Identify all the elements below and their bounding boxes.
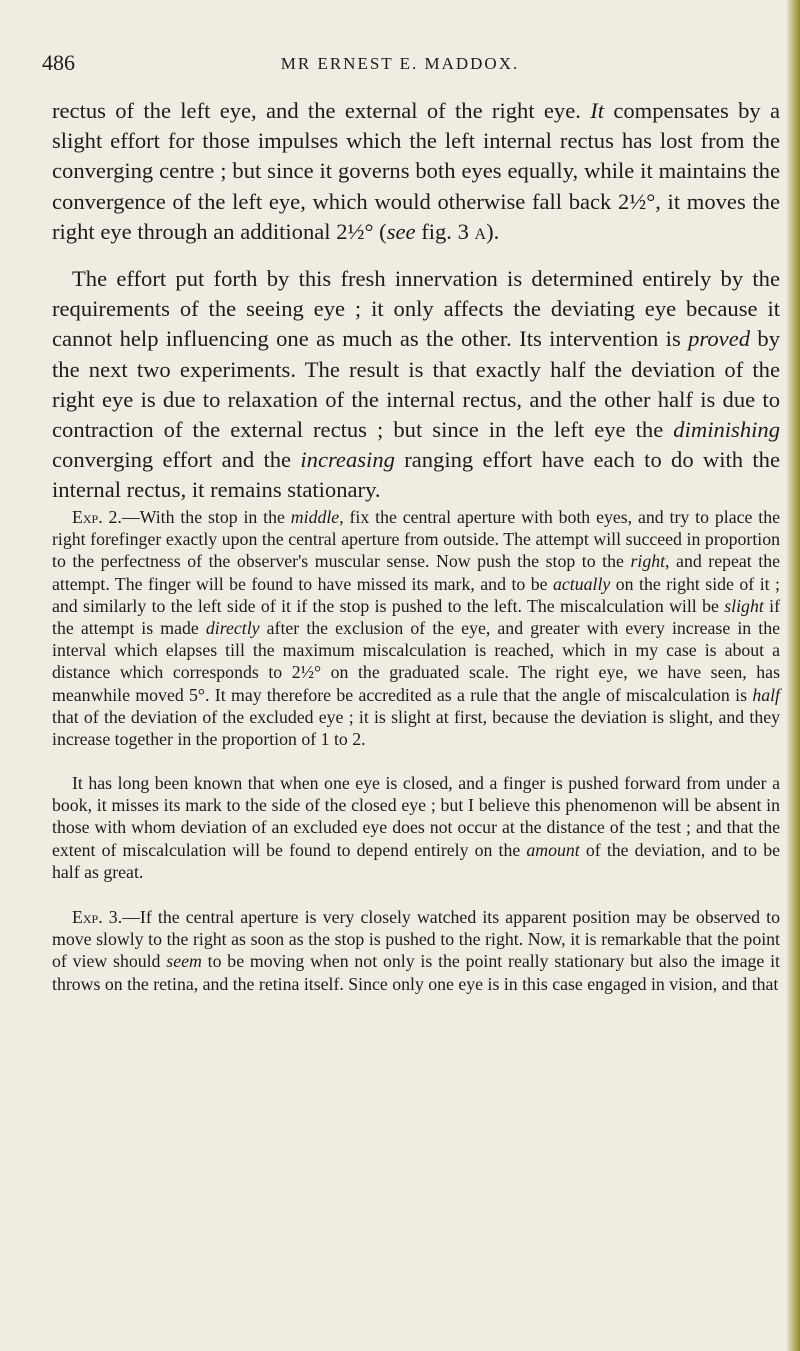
emphasis: half (752, 684, 780, 705)
paragraph-2: The effort put forth by this fresh innervation is determined entirely by the requirements of the seeing eye ; it only affects the deviating eye because it cannot help influencing one as much as the other. Its intervention is proved by the next two experiments. The result is that exactly half the deviation of the right eye is due to relaxation of the internal rectus, and the other half is due to contraction of the external rectus ; but since in the left eye the diminishing converging effort and the increasing ranging effort have each to do with the internal rectus, it remains stationary. (52, 266, 780, 503)
emphasis: proved (688, 326, 751, 352)
experiment-3-paragraph: Exp. 3.—If the central aperture is very closely watched its apparent position may be observed to move slowly to the right as soon as the stop is pushed to the right. Now, it is remarkable that the point of view should seem to be moving when not only is the point really stationary but also the image it throws on the retina, and the retina itself. Since only one eye is in this case engaged in vision, and that (52, 907, 780, 994)
paragraph-1: rectus of the left eye, and the external of the right eye. It compensates by a slight effort for those impulses which the left internal rectus has lost from the converging centre ; but since it governs both eyes equally, while it maintains the convergence of the left eye, which would otherwise fall back 2½°, it moves the right eye through an additional 2½° (see fig. 3 a). (52, 98, 780, 244)
emphasis: It (590, 98, 605, 123)
experiment-label: Exp. 3. (72, 907, 123, 927)
emphasis: diminishing (673, 417, 780, 443)
emphasis: see (386, 218, 416, 244)
page-edge (786, 0, 800, 1351)
emphasis: directly (205, 618, 260, 639)
emphasis: slight (724, 595, 764, 616)
page-number: 486 (42, 50, 75, 75)
emphasis: actually (553, 573, 611, 594)
experiment-label: Exp. 2. (72, 507, 122, 527)
emphasis: middle (290, 507, 340, 527)
running-title: MR ERNEST E. MADDOX. (280, 54, 520, 73)
emphasis: increasing (300, 447, 395, 473)
emphasis: seem (166, 951, 202, 972)
emphasis: right (630, 551, 666, 572)
figure-label: a (474, 218, 487, 244)
experiment-2-paragraph: Exp. 2.—With the stop in the middle, fix the central aperture with both eyes, and try to place the right forefinger exactly upon the central aperture from outside. The attempt will succeed in proportion to the perfectness of the observer's muscular sense. Now push the stop to the right, and repeat the attempt. The finger will be found to have missed its mark, and to be actually on the right side of it ; and similarly to the left side of it if the stop is pushed to the left. The miscalculation will be slight if the attempt is made directly after the exclusion of the eye, and greater with every increase in the interval which elapses till the maximum miscalculation is reached, which in my case is about a distance which corresponds to 2½° on the graduated scale. The right eye, we have seen, has meanwhile moved 5°. It may therefore be accredited as a rule that the angle of miscalculation is half that of the deviation of the excluded eye ; it is slight at first, because the deviation is slight, and they increase together in the proportion of 1 to 2. (52, 507, 781, 750)
paragraph-4: It has long been known that when one eye is closed, and a finger is pushed forward from under a book, it misses its mark to the side of the closed eye ; but I believe this phenomenon will be absent in those with whom deviation of an excluded eye does not occur at the distance of the test ; and that the extent of miscalculation will be found to depend entirely on the amount of the deviation, and to be half as great. (52, 773, 780, 882)
emphasis: amount (526, 839, 580, 860)
running-head (40, 50, 760, 80)
